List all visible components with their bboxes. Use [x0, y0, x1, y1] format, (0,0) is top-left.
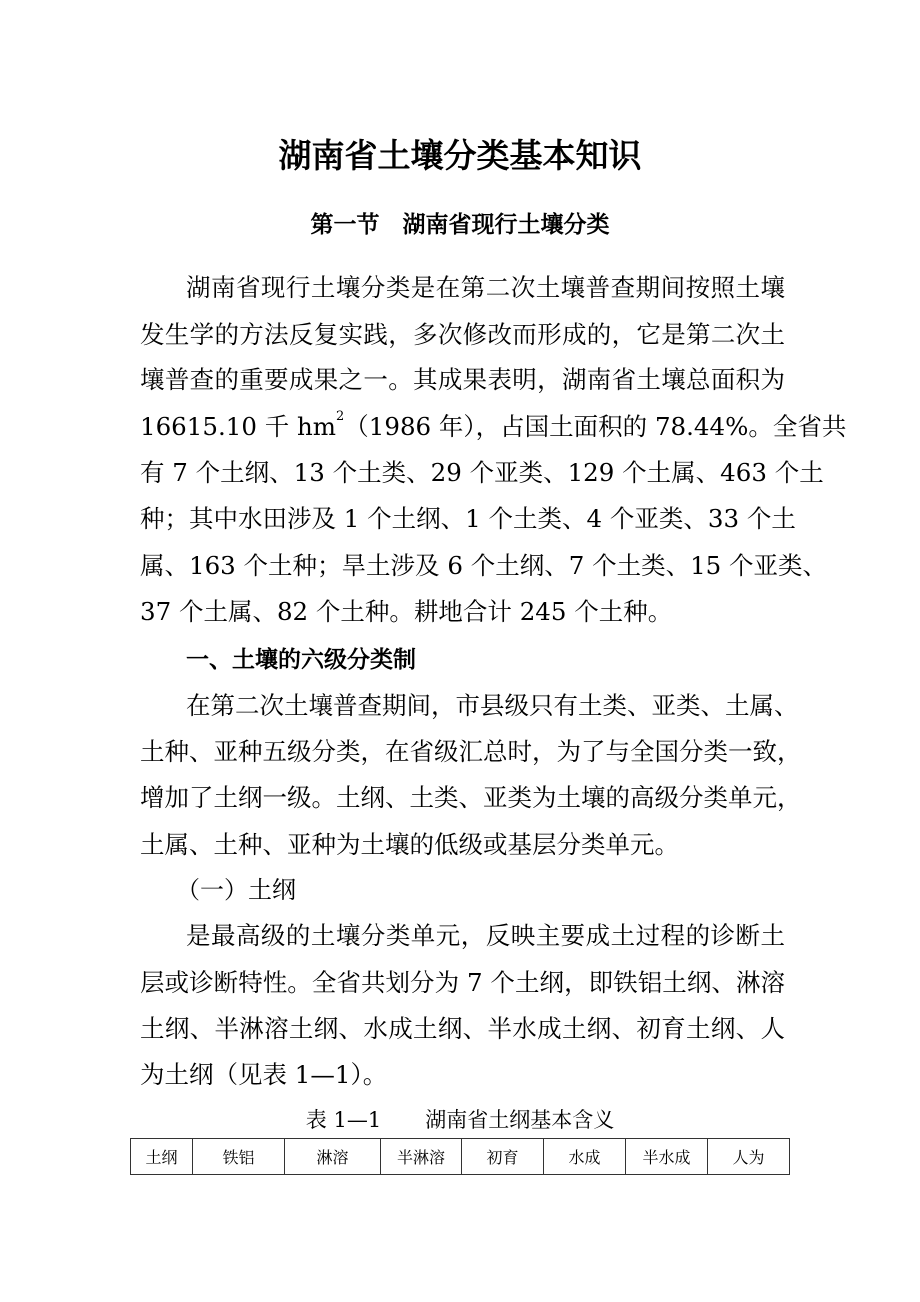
paragraph-line: 是最高级的土壤分类单元，反映主要成土过程的诊断土	[186, 921, 785, 950]
table-cell: 淋溶	[285, 1139, 381, 1175]
table-caption	[0, 1104, 920, 1134]
paragraph-line: 在第二次土壤普查期间，市县级只有土类、亚类、土属、	[186, 691, 799, 720]
table-cell: 半淋溶	[381, 1139, 462, 1175]
text: （1986 年），占国土面积的 78.44%。全省共	[344, 412, 847, 441]
table-cell: 铁铝	[193, 1139, 285, 1175]
paragraph-line: 层或诊断特性。全省共划分为 7 个土纲，即铁铝土纲、淋溶	[140, 968, 785, 997]
paragraph-line: 湖南省现行土壤分类是在第二次土壤普查期间按照土壤	[186, 273, 785, 302]
paragraph-line: 属、163 个土种；旱土涉及 6 个土纲、7 个土类、15 个亚类、	[140, 551, 828, 580]
table-cell: 人为	[708, 1139, 790, 1175]
soil-order-table	[130, 1138, 790, 1175]
paragraph-line: 37 个土属、82 个土种。耕地合计 245 个土种。	[140, 597, 673, 626]
table-row	[131, 1139, 790, 1175]
paragraph-line: 为土纲（见表 1—1）。	[140, 1060, 388, 1089]
paragraph-line: 壤普查的重要成果之一。其成果表明，湖南省土壤总面积为	[140, 365, 785, 394]
paragraph-line: 土种、亚种五级分类，在省级汇总时，为了与全国分类一致，	[140, 737, 802, 766]
paragraph-line	[140, 404, 847, 450]
area-value: 16615.10 千 hm	[140, 412, 336, 441]
table-title: 湖南省土纲基本含义	[425, 1108, 615, 1132]
table-cell: 初育	[462, 1139, 544, 1175]
sub-heading: （一）土纲	[176, 876, 296, 904]
table-cell: 土纲	[131, 1139, 193, 1175]
document-title: 湖南省土壤分类基本知识	[278, 136, 642, 175]
subsection-heading: 一、土壤的六级分类制	[186, 647, 416, 673]
paragraph-line: 土属、土种、亚种为土壤的低级或基层分类单元。	[140, 830, 679, 859]
table-cell: 水成	[544, 1139, 626, 1175]
paragraph-line: 土纲、半淋溶土纲、水成土纲、半水成土纲、初育土纲、人	[140, 1014, 785, 1043]
paragraph-line: 有 7 个土纲、13 个土类、29 个亚类、129 个土属、463 个土	[140, 458, 824, 487]
table-cell: 半水成	[626, 1139, 708, 1175]
paragraph-line: 增加了土纲一级。土纲、土类、亚类为土壤的高级分类单元，	[140, 783, 802, 812]
superscript: 2	[336, 409, 345, 424]
section-heading: 第一节 湖南省现行土壤分类	[310, 212, 610, 238]
table-number: 表 1—1	[305, 1108, 382, 1132]
paragraph-line: 种；其中水田涉及 1 个土纲、1 个土类、4 个亚类、33 个土	[140, 504, 796, 533]
paragraph-line: 发生学的方法反复实践，多次修改而形成的，它是第二次土	[140, 320, 785, 349]
